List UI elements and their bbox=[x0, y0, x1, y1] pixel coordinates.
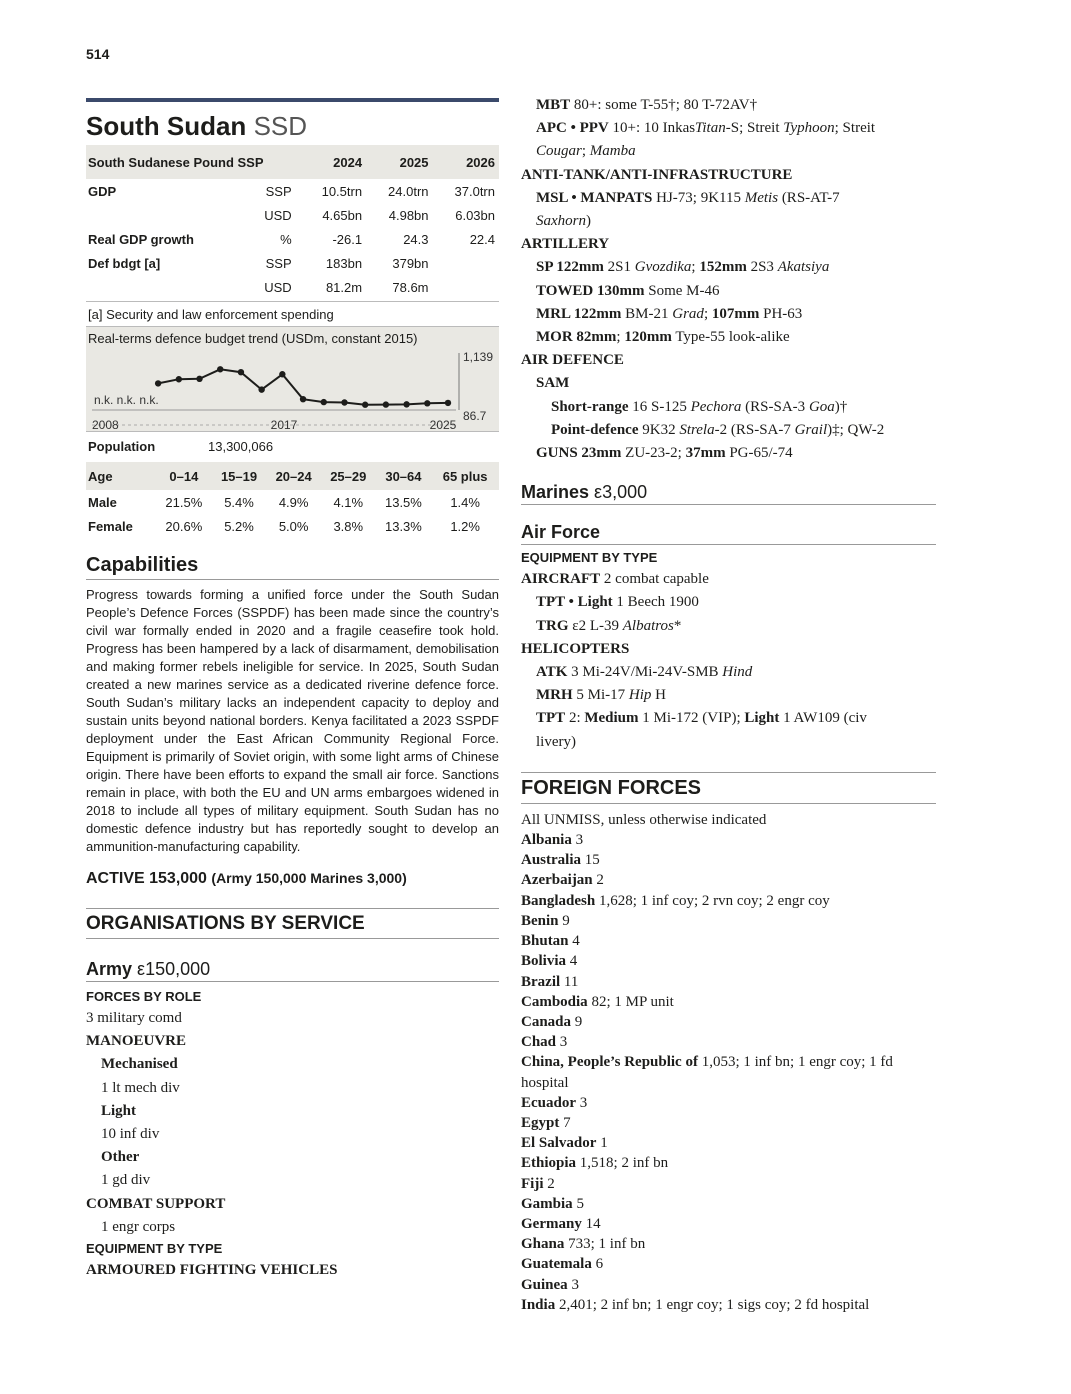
short-range-line bbox=[521, 396, 936, 419]
foreign-force-entry bbox=[521, 1194, 936, 1214]
chart-point bbox=[383, 401, 389, 407]
chart-x-tick-label: 2025 bbox=[429, 418, 457, 432]
page-number: 514 bbox=[86, 46, 110, 62]
sp-text: 2S3 bbox=[750, 259, 774, 276]
short-range-name: Goa bbox=[808, 398, 835, 415]
apc-name: Typhoon bbox=[783, 120, 835, 137]
mechanised-heading: Mechanised bbox=[101, 1056, 178, 1073]
army-heading bbox=[86, 959, 499, 982]
foreign-force-country: China, People’s Republic of bbox=[521, 1054, 698, 1071]
chart-point bbox=[362, 402, 368, 408]
tpt-line bbox=[521, 591, 936, 614]
foreign-force-detail: 7 bbox=[563, 1114, 571, 1131]
chart-point bbox=[403, 401, 409, 407]
chart-point bbox=[155, 380, 161, 386]
apc-line bbox=[521, 117, 936, 163]
heli-tpt-label: TPT bbox=[536, 710, 566, 727]
mbt-label: MBT bbox=[536, 97, 571, 113]
msl-label: MSL • MANPATS bbox=[536, 189, 653, 206]
afv-heading: ARMOURED FIGHTING VEHICLES bbox=[86, 1262, 338, 1279]
apc-text: ; bbox=[581, 143, 587, 160]
mrl-text: PH-63 bbox=[763, 305, 803, 322]
apc-text: 10+: 10 Inkas bbox=[612, 120, 696, 137]
short-range-text: )† bbox=[834, 398, 848, 415]
foreign-force-detail: 3 bbox=[575, 832, 584, 849]
age-header: Age bbox=[86, 462, 156, 490]
mor-text: ; bbox=[616, 329, 621, 346]
foreign-force-country: Ethiopia bbox=[521, 1155, 577, 1172]
foreign-force-detail: 14 bbox=[585, 1215, 601, 1232]
age-cell: 5.4% bbox=[224, 494, 254, 510]
age-cell: 4.1% bbox=[333, 494, 364, 510]
foreign-force-entry bbox=[521, 850, 936, 870]
msl-name: Metis bbox=[744, 189, 779, 206]
row-value: 183bn bbox=[325, 255, 363, 271]
atk-line bbox=[521, 661, 936, 684]
foreign-force-detail: 2 bbox=[547, 1175, 555, 1192]
foreign-force-country: Germany bbox=[521, 1215, 582, 1232]
organisations-block bbox=[86, 908, 499, 939]
mrl-text: ; bbox=[703, 305, 709, 322]
foreign-force-entry bbox=[521, 1093, 936, 1113]
age-cell: Male bbox=[88, 494, 117, 510]
row-unit: SSP bbox=[265, 183, 292, 199]
foreign-force-entry bbox=[521, 1153, 936, 1173]
foreign-force-detail: 15 bbox=[584, 852, 600, 869]
age-cell: 13.3% bbox=[384, 518, 422, 534]
foreign-force-country: Bhutan bbox=[521, 933, 569, 950]
economic-row bbox=[86, 179, 499, 203]
age-header: 30–64 bbox=[376, 462, 432, 490]
foreign-force-entry bbox=[521, 1032, 936, 1052]
row-label: Def bdgt [a] bbox=[88, 255, 161, 271]
age-header: 65 plus bbox=[431, 462, 499, 490]
chart-point bbox=[217, 366, 223, 372]
point-defence-text: 9K32 bbox=[642, 421, 676, 438]
chart-max-label: 1,139 bbox=[463, 350, 494, 364]
foreign-force-country: Guinea bbox=[521, 1276, 568, 1293]
economic-table-header bbox=[86, 145, 499, 179]
foreign-force-country: Albania bbox=[521, 832, 572, 849]
row-label: Real GDP growth bbox=[88, 231, 194, 247]
age-cell: 5.0% bbox=[278, 518, 309, 534]
age-row-female bbox=[86, 514, 499, 538]
foreign-force-country: Ghana bbox=[521, 1236, 565, 1253]
foreign-force-country: El Salvador bbox=[521, 1135, 597, 1152]
age-header: 20–24 bbox=[266, 462, 321, 490]
economic-row bbox=[86, 251, 499, 275]
foreign-force-country: Bangladesh bbox=[521, 892, 596, 909]
foreign-force-entry bbox=[521, 1214, 936, 1234]
foreign-forces-heading: FOREIGN FORCES bbox=[521, 772, 936, 804]
economic-row bbox=[86, 203, 499, 227]
foreign-force-entry bbox=[521, 870, 936, 890]
chart-point bbox=[279, 371, 285, 377]
economic-row bbox=[86, 275, 499, 299]
manoeuvre-heading bbox=[86, 1030, 499, 1053]
foreign-force-detail: 4 bbox=[572, 933, 580, 950]
sp-text: ; bbox=[691, 259, 696, 276]
trg-label: TRG bbox=[536, 617, 569, 634]
foreign-force-entry bbox=[521, 972, 936, 992]
mrl-calibre: 107mm bbox=[711, 305, 760, 322]
chart-point bbox=[321, 399, 327, 405]
mrh-label: MRH bbox=[536, 687, 573, 704]
foreign-force-detail: 2 bbox=[596, 872, 604, 889]
sp-label: SP 122mm bbox=[536, 259, 604, 276]
foreign-force-entry bbox=[521, 992, 936, 1012]
row-value: 379bn bbox=[392, 255, 429, 271]
age-cell: 5.2% bbox=[224, 518, 254, 534]
short-range-text: 16 S-125 bbox=[632, 398, 687, 415]
chart-point bbox=[424, 400, 430, 406]
air-defence-heading: AIR DEFENCE bbox=[521, 352, 624, 369]
mor-value: Type-55 look-alike bbox=[675, 329, 790, 346]
foreign-force-detail: 6 bbox=[595, 1256, 604, 1273]
row-unit: % bbox=[280, 231, 292, 247]
foreign-force-entry bbox=[521, 1295, 936, 1315]
msl-name: Saxhorn bbox=[536, 213, 586, 230]
army-strength: ε150,000 bbox=[137, 959, 211, 979]
apc-text: -S; Streit bbox=[725, 120, 780, 137]
year-header: 2025 bbox=[366, 145, 432, 179]
population-label: Population bbox=[88, 439, 156, 454]
row-unit: USD bbox=[264, 207, 292, 223]
row-value bbox=[433, 275, 499, 299]
chart-min-label: 86.7 bbox=[463, 409, 487, 423]
age-cell: Female bbox=[88, 518, 133, 534]
foreign-force-detail: 11 bbox=[563, 973, 579, 990]
foreign-forces-intro: All UNMISS, unless otherwise indicated bbox=[521, 811, 767, 828]
row-value: 4.98bn bbox=[388, 207, 429, 223]
foreign-force-country: Chad bbox=[521, 1034, 557, 1051]
foreign-force-country: Egypt bbox=[521, 1114, 560, 1131]
air-force-heading: Air Force bbox=[521, 522, 936, 545]
sam-heading: SAM bbox=[536, 375, 570, 392]
foreign-force-detail: 82; 1 MP unit bbox=[591, 993, 674, 1010]
mbt-line bbox=[521, 94, 936, 117]
mrl-label: MRL 122mm bbox=[536, 305, 622, 322]
atk-text: 3 Mi-24V/Mi-24V-SMB bbox=[571, 664, 719, 681]
row-label bbox=[86, 203, 216, 227]
combat-support-heading: COMBAT SUPPORT bbox=[86, 1195, 226, 1212]
age-row-male bbox=[86, 490, 499, 514]
title-rule bbox=[86, 98, 499, 102]
chart-point bbox=[238, 369, 244, 375]
row-value: 22.4 bbox=[469, 231, 495, 247]
mbt-value: 80+: some T-55†; 80 T-72AV† bbox=[573, 97, 758, 113]
mrh-name: Hip bbox=[628, 687, 652, 704]
heli-tpt-text: livery) bbox=[536, 733, 576, 750]
aircraft-line bbox=[521, 568, 936, 591]
aircraft-label: AIRCRAFT bbox=[521, 571, 601, 588]
chart-point bbox=[176, 376, 182, 382]
chart-point bbox=[445, 400, 451, 406]
age-cell: 13.5% bbox=[384, 494, 422, 510]
heli-tpt-text: 2: bbox=[568, 710, 581, 727]
age-cell: 3.8% bbox=[333, 518, 364, 534]
chart-x-tick-label: 2017 bbox=[270, 418, 298, 432]
foreign-force-detail: 1,628; 1 inf coy; 2 rvn coy; 2 engr coy bbox=[598, 892, 830, 909]
year-header: 2026 bbox=[433, 145, 499, 179]
active-breakdown: (Army 150,000 Marines 3,000) bbox=[211, 870, 407, 886]
age-header: 0–14 bbox=[156, 462, 212, 490]
economic-row bbox=[86, 227, 499, 251]
foreign-force-detail: 3 bbox=[559, 1034, 568, 1051]
chart-point bbox=[341, 399, 347, 405]
age-cell: 1.4% bbox=[450, 494, 480, 510]
foreign-force-detail: 5 bbox=[576, 1195, 584, 1212]
foreign-force-country: Fiji bbox=[521, 1175, 544, 1192]
guns-text: ZU-23-2; bbox=[625, 445, 682, 462]
row-value: 6.03bn bbox=[455, 207, 495, 223]
population-row bbox=[86, 432, 499, 462]
foreign-force-country: Azerbaijan bbox=[521, 872, 593, 889]
foreign-force-entry bbox=[521, 931, 936, 951]
active-total: ACTIVE 153,000 bbox=[86, 870, 207, 887]
towed-value: Some M-46 bbox=[648, 282, 720, 299]
sp-name: Akatsiya bbox=[777, 259, 830, 276]
mrl-text: BM-21 bbox=[625, 305, 669, 322]
chart-title: Real-terms defence budget trend (USDm, constant 2015) bbox=[88, 331, 418, 346]
active-strength bbox=[86, 870, 499, 888]
point-defence-line bbox=[521, 419, 936, 442]
heli-tpt-class: Light bbox=[744, 710, 780, 727]
guns-calibre: 37mm bbox=[685, 445, 726, 462]
marines-heading bbox=[521, 482, 936, 505]
foreign-force-detail: 9 bbox=[574, 1013, 583, 1030]
row-unit: SSP bbox=[265, 255, 292, 271]
apc-label: APC • PPV bbox=[536, 120, 609, 137]
foreign-force-country: Canada bbox=[521, 1013, 572, 1030]
row-value bbox=[433, 251, 499, 275]
row-value: 4.65bn bbox=[322, 207, 363, 223]
foreign-force-detail: 1,053; 1 inf bn; 1 engr coy; 1 fd hospital bbox=[521, 1054, 893, 1091]
currency-label: South Sudanese Pound SSP bbox=[86, 145, 300, 179]
towed-line bbox=[521, 280, 936, 303]
capabilities-heading: Capabilities bbox=[86, 554, 499, 580]
mrh-text: 5 Mi-17 bbox=[576, 687, 626, 704]
age-header: 15–19 bbox=[212, 462, 267, 490]
forces-by-role-heading: FORCES BY ROLE bbox=[86, 989, 202, 1004]
foreign-force-detail: 733; 1 inf bn bbox=[568, 1236, 646, 1253]
mor-label: MOR 82mm bbox=[536, 329, 617, 346]
foreign-force-entry bbox=[521, 1113, 936, 1133]
foreign-force-detail: 2,401; 2 inf bn; 1 engr coy; 1 sigs coy; 2 fd hospital bbox=[558, 1296, 870, 1313]
guns-text: PG-65/-74 bbox=[729, 445, 793, 462]
age-table-header bbox=[86, 462, 499, 490]
apc-text: ; Streit bbox=[834, 120, 876, 137]
foreign-force-country: Gambia bbox=[521, 1195, 573, 1212]
country-name: South Sudan bbox=[86, 111, 247, 141]
point-defence-text: -2 (RS-SA-7 bbox=[714, 421, 791, 438]
economic-table bbox=[86, 145, 499, 299]
foreign-force-detail: 4 bbox=[569, 953, 578, 970]
foreign-force-entry bbox=[521, 1052, 936, 1092]
budget-footnote: [a] Security and law enforcement spending bbox=[86, 301, 499, 326]
artillery-heading: ARTILLERY bbox=[521, 236, 610, 253]
row-value: 10.5trn bbox=[321, 183, 363, 199]
short-range-text: (RS-SA-3 bbox=[745, 398, 806, 415]
helicopters-heading: HELICOPTERS bbox=[521, 640, 630, 657]
foreign-force-entry bbox=[521, 1234, 936, 1254]
sp-calibre: 152mm bbox=[699, 259, 747, 276]
foreign-force-entry bbox=[521, 1133, 936, 1153]
row-value: 24.3 bbox=[403, 231, 429, 247]
military-comd: 3 military comd bbox=[86, 1010, 182, 1026]
organisations-heading: ORGANISATIONS BY SERVICE bbox=[86, 913, 499, 939]
population-value: 13,300,066 bbox=[208, 439, 274, 454]
foreign-force-entry bbox=[521, 1254, 936, 1274]
air-equipment-heading: EQUIPMENT BY TYPE bbox=[521, 550, 658, 566]
foreign-force-detail: 1 bbox=[600, 1135, 608, 1152]
point-defence-name: Grail bbox=[794, 421, 828, 438]
trg-text: * bbox=[673, 617, 682, 634]
row-value: 24.0trn bbox=[388, 183, 429, 199]
trg-text: ε2 L-39 bbox=[572, 617, 619, 634]
equipment-by-type-heading: EQUIPMENT BY TYPE bbox=[86, 1241, 223, 1257]
heli-tpt-text: 1 AW109 (civ bbox=[783, 710, 867, 727]
sp-name: Gvozdika bbox=[634, 259, 692, 276]
foreign-force-entry bbox=[521, 830, 936, 850]
apc-name: Mamba bbox=[589, 143, 636, 160]
age-cell: 20.6% bbox=[165, 518, 203, 534]
apc-name: Cougar bbox=[536, 143, 582, 160]
chart-missing-label: n.k. n.k. n.k. bbox=[94, 393, 159, 407]
marines-name: Marines bbox=[521, 482, 590, 503]
foreign-force-country: Bolivia bbox=[521, 953, 567, 970]
heli-tpt-line bbox=[521, 707, 936, 753]
row-value: -26.1 bbox=[332, 231, 363, 247]
foreign-force-detail: 3 bbox=[579, 1094, 588, 1111]
foreign-force-country: Cambodia bbox=[521, 993, 588, 1010]
towed-label: TOWED 130mm bbox=[536, 282, 645, 299]
mor-calibre: 120mm bbox=[624, 329, 672, 346]
mrl-name: Grad bbox=[672, 305, 704, 322]
foreign-force-entry bbox=[521, 951, 936, 971]
inf-div: 10 inf div bbox=[101, 1126, 160, 1143]
msl-text: (RS-AT-7 bbox=[781, 189, 840, 206]
age-header: 25–29 bbox=[321, 462, 376, 490]
row-value: 81.2m bbox=[325, 279, 363, 295]
msl-text: ) bbox=[586, 213, 591, 230]
chart-x-tick-label: 2008 bbox=[92, 418, 119, 432]
tpt-label: TPT • Light bbox=[536, 594, 613, 611]
foreign-force-country: India bbox=[521, 1296, 556, 1313]
foreign-force-country: Brazil bbox=[521, 973, 561, 990]
marines-strength: ε3,000 bbox=[594, 482, 648, 503]
foreign-force-detail: 1,518; 2 inf bn bbox=[579, 1155, 669, 1172]
foreign-force-entry bbox=[521, 911, 936, 931]
foreign-force-detail: 9 bbox=[562, 912, 570, 929]
point-defence-name: Strela bbox=[679, 421, 715, 438]
foreign-force-country: Ecuador bbox=[521, 1094, 577, 1111]
chart-point bbox=[300, 396, 306, 402]
heli-tpt-text: 1 Mi-172 (VIP); bbox=[642, 710, 741, 727]
left-column bbox=[86, 98, 499, 1282]
chart-plot bbox=[86, 327, 499, 433]
foreign-force-entry bbox=[521, 1275, 936, 1295]
foreign-force-detail: 3 bbox=[571, 1276, 579, 1293]
manoeuvre-label: MANOEUVRE bbox=[86, 1033, 186, 1050]
sp-line bbox=[521, 256, 936, 279]
row-value: 78.6m bbox=[392, 279, 429, 295]
foreign-force-entry bbox=[521, 1174, 936, 1194]
anti-tank-heading: ANTI-TANK/ANTI-INFRASTRUCTURE bbox=[521, 166, 793, 183]
country-title bbox=[86, 107, 499, 145]
foreign-force-country: Australia bbox=[521, 852, 581, 869]
row-label bbox=[86, 275, 216, 299]
capabilities-text: Progress towards forming a unified force under the South Sudan People’s Defence Forces (SSPDF) has been made since the country’s civil war formally ended in 2020 and a fragile ceasefire took hold. Progress has been hampered by a lack of disarmament, demobilisation and making former rebels ineligible for service. In 2025, South Sudan created a new marines service as a dedicated riverine defence force. South Sudan’s military lacks an independent capacity to deploy and sustain units beyond national borders. Kenya facilitated a 2023 SSPDF deployment under the East African Community Regional Force. Equipment is primarily of Soviet origin, with some light arms of Chinese origin. There have been efforts to expand the small air force. Sanctions remain in place, with both the EU and UN arms embargoes widened in 2018 to include all types of military equipment. South Sudan has no domestic defence industry but has reportedly sought to develop an ammunition-manufacturing capability. bbox=[86, 587, 499, 854]
budget-trend-chart bbox=[86, 326, 499, 432]
trg-name: Albatros bbox=[622, 617, 674, 634]
gd-div: 1 gd div bbox=[101, 1172, 151, 1189]
guns-line bbox=[521, 442, 936, 465]
country-code: SSD bbox=[253, 111, 308, 141]
tpt-value: 1 Beech 1900 bbox=[616, 594, 699, 611]
chart-point bbox=[258, 386, 264, 392]
foreign-forces-list bbox=[521, 830, 936, 1315]
mrh-text: H bbox=[655, 687, 667, 704]
point-defence-text: )‡; QW-2 bbox=[827, 421, 885, 438]
aircraft-value: 2 combat capable bbox=[603, 571, 709, 588]
foreign-force-country: Guatemala bbox=[521, 1256, 592, 1273]
apc-name: Titan bbox=[694, 120, 726, 137]
guns-label: GUNS 23mm bbox=[536, 445, 622, 462]
atk-name: Hind bbox=[722, 664, 753, 681]
age-table bbox=[86, 462, 499, 538]
foreign-force-entry bbox=[521, 891, 936, 911]
age-cell: 4.9% bbox=[278, 494, 309, 510]
short-range-name: Pechora bbox=[690, 398, 742, 415]
chart-point bbox=[196, 376, 202, 382]
light-heading: Light bbox=[101, 1102, 137, 1119]
msl-text: HJ-73; 9K115 bbox=[656, 189, 741, 206]
army-name: Army bbox=[86, 959, 133, 979]
sp-text: 2S1 bbox=[607, 259, 632, 276]
right-column bbox=[521, 94, 936, 1315]
point-defence-label: Point-defence bbox=[551, 421, 639, 438]
mech-div: 1 lt mech div bbox=[101, 1079, 180, 1096]
foreign-force-country: Benin bbox=[521, 912, 559, 929]
mrh-line bbox=[521, 684, 936, 707]
year-header: 2024 bbox=[300, 145, 366, 179]
row-unit: USD bbox=[264, 279, 292, 295]
foreign-force-entry bbox=[521, 1012, 936, 1032]
mrl-line bbox=[521, 303, 936, 326]
atk-label: ATK bbox=[536, 664, 568, 681]
short-range-label: Short-range bbox=[551, 398, 629, 415]
age-cell: 1.2% bbox=[450, 518, 480, 534]
trg-line bbox=[521, 615, 936, 638]
other-heading: Other bbox=[101, 1149, 140, 1166]
mor-line bbox=[521, 326, 936, 349]
age-cell: 21.5% bbox=[165, 494, 203, 510]
msl-line bbox=[521, 187, 936, 233]
engr-corps: 1 engr corps bbox=[101, 1218, 176, 1235]
row-value: 37.0trn bbox=[454, 183, 495, 199]
heli-tpt-class: Medium bbox=[584, 710, 639, 727]
row-label: GDP bbox=[88, 183, 117, 199]
